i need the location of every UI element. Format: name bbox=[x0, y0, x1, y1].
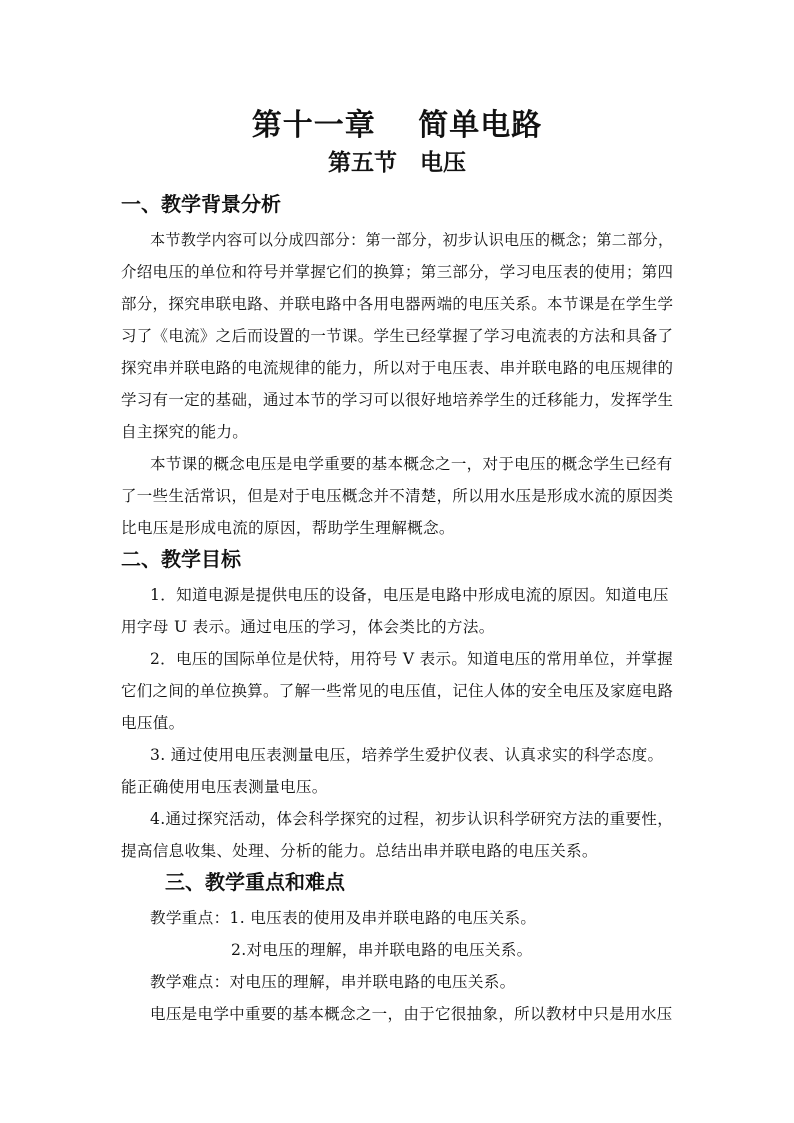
heading-teaching-goals: 二、教学目标 bbox=[121, 547, 241, 571]
paragraph-line: 比电压是形成电流的原因，帮助学生理解概念。 bbox=[121, 519, 455, 537]
paragraph-line: 了一些生活常识，但是对于电压概念并不清楚，所以用水压是形成水流的原因类 bbox=[121, 487, 674, 505]
paragraph-line: 本节教学内容可以分成四部分：第一部分，初步认识电压的概念；第二部分， bbox=[150, 231, 674, 249]
paragraph-line: 2．电压的国际单位是伏特，用符号 V 表示。知道电压的常用单位，并掌握 bbox=[150, 650, 674, 668]
paragraph-line: 2.对电压的理解，串并联电路的电压关系。 bbox=[231, 941, 533, 959]
paragraph-line: 它们之间的单位换算。了解一些常见的电压值，记住人体的安全电压及家庭电路 bbox=[121, 682, 674, 700]
paragraph-line: 电压是电学中重要的基本概念之一，由于它很抽象，所以教材中只是用水压 bbox=[150, 1005, 673, 1023]
paragraph-line: 用字母 U 表示。通过电压的学习，体会类比的方法。 bbox=[121, 618, 495, 636]
paragraph-line: 提高信息收集、处理、分析的能力。总结出串并联电路的电压关系。 bbox=[121, 842, 598, 860]
paragraph-line: 部分，探究串联电路、并联电路中各用电器两端的电压关系。本节课是在学生学 bbox=[121, 295, 674, 313]
paragraph-line: 3. 通过使用电压表测量电压，培养学生爱护仪表、认真求实的科学态度。 bbox=[150, 746, 664, 764]
paragraph-line: 学习有一定的基础，通过本节的学习可以很好地培养学生的迁移能力，发挥学生 bbox=[121, 391, 674, 409]
paragraph-line: 探究串并联电路的电流规律的能力，所以对于电压表、串并联电路的电压规律的 bbox=[121, 359, 674, 377]
paragraph-line: 教学重点：1. 电压表的使用及串并联电路的电压关系。 bbox=[150, 909, 537, 927]
paragraph-line: 1．知道电源是提供电压的设备，电压是电路中形成电流的原因。知道电压 bbox=[150, 586, 669, 604]
paragraph-line: 本节课的概念电压是电学重要的基本概念之一，对于电压的概念学生已经有 bbox=[150, 455, 673, 473]
section-title: 第五节 电压 bbox=[328, 149, 466, 176]
paragraph-line: 介绍电压的单位和符号并掌握它们的换算；第三部分，学习电压表的使用；第四 bbox=[121, 263, 674, 281]
chapter-title: 第十一章 简单电路 bbox=[251, 108, 543, 143]
paragraph-line: 4.通过探究活动，体会科学探究的过程，初步认识科学研究方法的重要性， bbox=[150, 810, 674, 828]
paragraph-line: 教学难点：对电压的理解，串并联电路的电压关系。 bbox=[150, 973, 516, 991]
paragraph-line: 习了《电流》之后而设置的一节课。学生已经掌握了学习电流表的方法和具备了 bbox=[121, 327, 674, 345]
heading-key-points: 三、教学重点和难点 bbox=[165, 870, 345, 894]
paragraph-line: 能正确使用电压表测量电压。 bbox=[121, 778, 328, 796]
paragraph-line: 电压值。 bbox=[121, 714, 185, 732]
paragraph-line: 自主探究的能力。 bbox=[121, 423, 249, 441]
heading-background-analysis: 一、教学背景分析 bbox=[121, 192, 281, 216]
